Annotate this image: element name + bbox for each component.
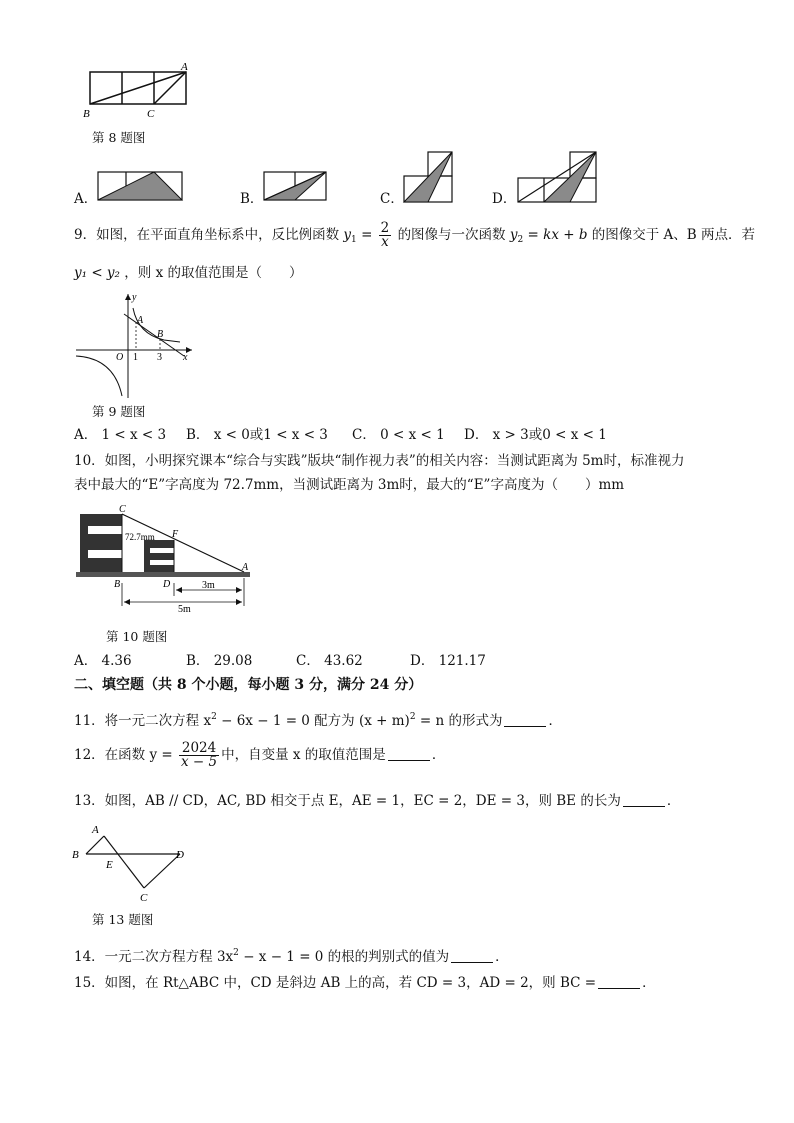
q10-option-c: C． 43.62	[296, 653, 363, 669]
q8-option-c-figure	[402, 150, 458, 206]
q10-label-b: B	[114, 579, 121, 590]
q13	[74, 792, 680, 810]
q10-option-d: D． 121.17	[410, 653, 486, 669]
q14	[74, 944, 509, 966]
q10-option-a: A． 4.36	[74, 653, 132, 669]
q11	[74, 708, 562, 730]
q10-label-3m: 3m	[202, 580, 215, 591]
q8-option-d-label: D．	[492, 191, 517, 207]
q10-caption: 第 10 题图	[106, 629, 168, 644]
q10-figure	[72, 502, 256, 614]
q8-option-c-label: C．	[380, 191, 404, 207]
q13-label-a: A	[92, 824, 99, 836]
q13-label-d: D	[176, 849, 184, 861]
q10-option-b: B． 29.08	[186, 653, 253, 669]
q15	[74, 974, 656, 992]
q9-eq: =	[361, 227, 373, 243]
q14-answer-blank[interactable]	[451, 949, 493, 963]
q10-stem-line1: 10．如图，小明探究课本“综合与实践”版块“制作视力表”的相关内容：当测试距离为 5m时，标准视力	[74, 453, 685, 469]
q9-fraction	[379, 222, 392, 249]
q12-answer-blank[interactable]	[388, 747, 430, 761]
q10-label-height: 72.7mm	[125, 532, 155, 542]
q13-answer-blank[interactable]	[623, 793, 665, 807]
q8-option-b-figure	[262, 170, 332, 204]
q11-mid: − 6x − 1 = 0 配方为 (x + m)	[216, 713, 410, 729]
q12-fraction	[179, 742, 219, 769]
q12-suffix: 中，自变量 x 的取值范围是	[221, 747, 386, 763]
q10-label-5m: 5m	[178, 604, 191, 614]
q9-label-b: B	[157, 329, 164, 340]
q11-end: ．	[548, 713, 562, 729]
q8-option-a-figure	[96, 170, 186, 204]
q11-sq2: 2	[409, 712, 416, 722]
q9-suffix: 的图像交于 A、B 两点．若	[591, 227, 756, 243]
q14-end: ．	[495, 949, 509, 965]
q13-text: 13．如图，AB // CD，AC, BD 相交于点 E，AE = 1，EC = 2，DE = 3，则 BE 的长为	[74, 793, 621, 809]
q9-label-o: O	[116, 352, 124, 363]
q8-label-a: A	[181, 61, 188, 73]
q8-option-d-figure	[516, 150, 602, 206]
q9-frac-num: 2	[380, 220, 390, 236]
q9-option-c: C． 0 < x < 1	[352, 427, 445, 443]
q14-suffix: − x − 1 = 0 的根的判别式的值为	[238, 949, 450, 965]
q8-option-a-label: A．	[74, 191, 98, 207]
q12-prefix: 12．在函数 y =	[74, 747, 173, 763]
q9-label-a: A	[137, 315, 144, 326]
q12-frac-num: 2024	[179, 742, 219, 756]
q9-mid: 的图像与一次函数	[397, 227, 506, 243]
q13-figure	[70, 820, 194, 904]
q13-caption: 第 13 题图	[92, 912, 154, 927]
q9-caption: 第 9 题图	[92, 404, 146, 419]
q9-prefix: 9．如图，在平面直角坐标系中，反比例函数	[74, 227, 340, 243]
q10-label-c: C	[119, 504, 126, 515]
q9-y2: y	[509, 227, 518, 243]
q12	[74, 742, 445, 769]
q8-option-b-label: B．	[240, 191, 264, 207]
q10-label-a: A	[242, 562, 249, 573]
q10-label-f: F	[172, 529, 179, 540]
q8-figure	[80, 60, 200, 122]
q15-text: 15．如图，在 Rt△ABC 中，CD 是斜边 AB 上的高，若 CD = 3，AD = 2，则 BC =	[74, 975, 597, 991]
q12-end: ．	[431, 747, 446, 763]
q8-label-b: B	[83, 108, 90, 120]
q9-label-3: 3	[157, 352, 162, 363]
q13-label-c: C	[140, 892, 148, 904]
q13-end: ．	[666, 793, 681, 809]
q9-y1: y	[343, 227, 352, 243]
q11-suffix: = n 的形式为	[415, 713, 503, 729]
q9-option-b: B． x < 0或1 < x < 3	[186, 427, 328, 443]
q9-y2-sub: 2	[517, 235, 524, 245]
section-2-title: 二、填空题（共 8 个小题，每小题 3 分，满分 24 分）	[74, 677, 423, 693]
q11-prefix: 11．将一元二次方程 x	[74, 713, 212, 729]
q9-option-d: D． x > 3或0 < x < 1	[464, 427, 607, 443]
q10-label-d: D	[163, 579, 171, 590]
q9-label-1: 1	[133, 352, 138, 363]
q8-label-c: C	[147, 108, 155, 120]
q9-label-y: y	[132, 292, 137, 303]
q13-label-e: E	[106, 859, 113, 871]
q14-prefix: 14．一元二次方程方程 3x	[74, 949, 234, 965]
q15-answer-blank[interactable]	[598, 975, 640, 989]
q9-frac-den: x	[381, 234, 389, 250]
q13-label-b: B	[72, 849, 79, 861]
q8-caption: 第 8 题图	[92, 130, 146, 145]
q9-condition-tail: ，则 x 的取值范围是（ ）	[124, 265, 303, 281]
q9-figure	[72, 290, 196, 402]
q9-y1-sub: 1	[351, 235, 357, 245]
q9-option-a: A． 1 < x < 3	[74, 427, 167, 443]
q14-sq: 2	[233, 948, 239, 958]
q10-stem-line2: 表中最大的“E”字高度为 72.7mm，当测试距离为 3m时，最大的“E”字高度为（ ）mm	[74, 477, 625, 493]
q9-linear: = kx + b	[527, 227, 588, 243]
q12-frac-den: x − 5	[181, 754, 218, 770]
q9-label-x: x	[183, 352, 188, 363]
q9-stem-line1	[74, 222, 755, 249]
q11-sq: 2	[211, 712, 217, 722]
q15-end: ．	[642, 975, 656, 991]
q9-stem-line2	[74, 264, 302, 282]
q9-condition: y₁ < y₂	[74, 265, 120, 281]
q11-answer-blank[interactable]	[504, 713, 546, 727]
